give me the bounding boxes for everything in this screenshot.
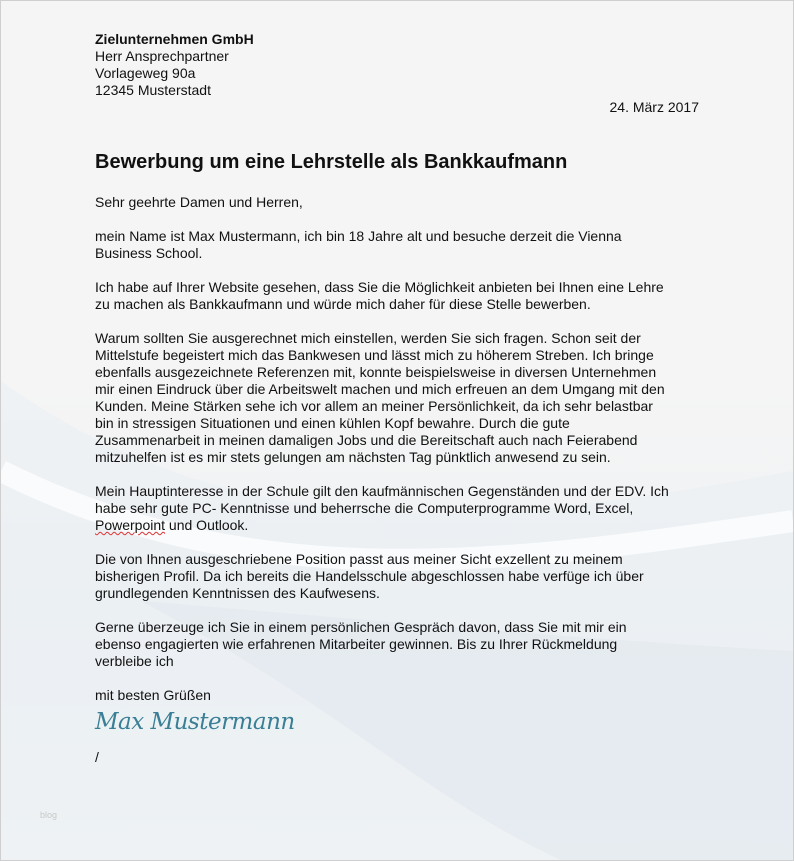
text-line: zu machen als Bankkaufmann und würde mich daher für diese Stelle bewerben. xyxy=(95,296,591,312)
letter-body xyxy=(95,194,705,721)
recipient-company: Zielunternehmen GmbH xyxy=(95,31,254,47)
text-line xyxy=(95,517,705,534)
recipient-contact: Herr Ansprechpartner xyxy=(95,48,229,64)
text-line: Mein Hauptinteresse in der Schule gilt den kaufmännischen Gegenständen und der EDV. Ich xyxy=(95,483,669,499)
text-line: verbleibe ich xyxy=(95,653,174,669)
text-line: mein Name ist Max Mustermann, ich bin 18 Jahre alt und besuche derzeit die Vienna xyxy=(95,228,622,244)
text-line: mitzuhelfen ist es mir stets gelungen am nächsten Tag pünktlich anwesend zu sein. xyxy=(95,449,611,465)
recipient-street: Vorlageweg 90a xyxy=(95,65,196,81)
text-line: mir einen Eindruck über die Arbeitswelt machen und mich erfreuen an dem Umgang mit den xyxy=(95,381,665,397)
signature-line: / xyxy=(95,749,99,765)
signature: Max Mustermann xyxy=(95,709,295,735)
paragraph xyxy=(95,483,705,534)
letter xyxy=(95,31,705,765)
text-line: grundlegenden Kenntnissen des Kaufwesens. xyxy=(95,585,380,601)
text-line: habe sehr gute PC- Kenntnisse und beherrsche die Computerprogramme Word, Excel, xyxy=(95,500,634,516)
text-line: Kunden. Meine Stärken sehe ich vor allem an meiner Persönlichkeit, da ich sehr belastbar xyxy=(95,398,653,414)
text-line: bisherigen Profil. Da ich bereits die Handelsschule abgeschlossen habe verfüge ich über xyxy=(95,568,644,584)
text-line: ebenfalls ausgezeichnete Referenzen mit, konnte beispielsweise in diversen Unternehmen xyxy=(95,364,657,380)
paragraph xyxy=(95,228,705,262)
text-line: Business School. xyxy=(95,245,203,261)
letter-date: 24. März 2017 xyxy=(609,99,699,115)
text-line: Warum sollten Sie ausgerechnet mich einstellen, werden Sie sich fragen. Schon seit der xyxy=(95,330,641,346)
recipient-city: 12345 Musterstadt xyxy=(95,82,211,98)
recipient-address xyxy=(95,31,705,99)
text-line: Ich habe auf Ihrer Website gesehen, dass Sie die Möglichkeit anbieten bei Ihnen eine Lehre xyxy=(95,279,664,295)
watermark: blog xyxy=(40,810,58,820)
paragraph xyxy=(95,551,705,602)
text-line: Mittelstufe begeistert mich das Bankwesen und lässt mich zu höherem Streben. Ich bringe xyxy=(95,347,654,363)
text-fragment: und Outlook. xyxy=(165,517,249,533)
closing: mit besten Grüßen xyxy=(95,687,211,703)
spellcheck-word[interactable]: Powerpoint xyxy=(95,517,166,533)
paragraph xyxy=(95,619,705,670)
text-line: Zusammenarbeit in meinen damaligen Jobs und die Bereitschaft auch nach Feierabend xyxy=(95,432,638,448)
paragraph xyxy=(95,279,705,313)
letter-subject: Bewerbung um eine Lehrstelle als Bankkaufmann xyxy=(95,151,568,173)
paragraph xyxy=(95,330,705,466)
text-line: Die von Ihnen ausgeschriebene Position passt aus meiner Sicht exzellent zu meinem xyxy=(95,551,623,567)
salutation: Sehr geehrte Damen und Herren, xyxy=(95,194,303,210)
text-line: Gerne überzeuge ich Sie in einem persönlichen Gespräch davon, dass Sie mit mir ein xyxy=(95,619,627,635)
text-line: bin in stressigen Situationen und einen kühlen Kopf bewahre. Durch die gute xyxy=(95,415,570,431)
text-line: ebenso engagierten wie erfahrenen Mitarbeiter gewinnen. Bis zu Ihrer Rückmeldung xyxy=(95,636,618,652)
